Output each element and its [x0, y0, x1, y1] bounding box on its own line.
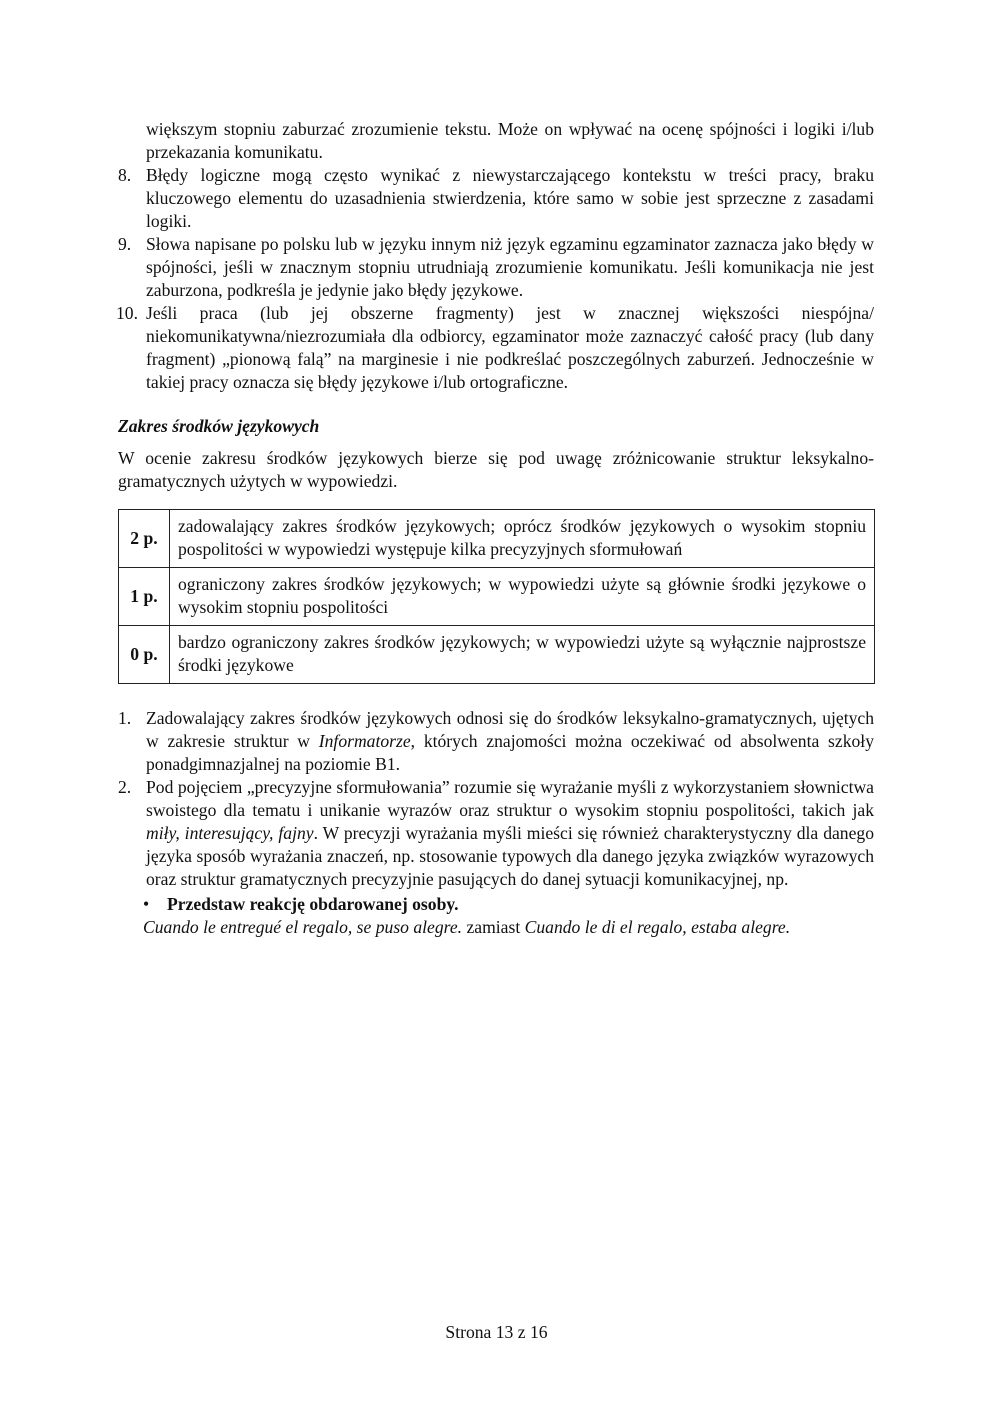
list-item: [118, 233, 874, 302]
table-row: [119, 510, 875, 568]
bullet-icon: •: [143, 894, 150, 914]
bullet-text: Przedstaw reakcję obdarowanej osoby.: [167, 894, 459, 914]
example-bad: Cuando le di el regalo, estaba alegre.: [524, 917, 791, 937]
list-item: [118, 707, 874, 776]
description-cell: bardzo ograniczony zakres środków językowych; w wypowiedzi użyte są wyłącznie najprostsze środki językowe: [170, 626, 875, 684]
list-text: Pod pojęciem „precyzyjne sformułowania” rozumie się wyrażanie myśli z wykorzystaniem słownictwa swoistego dla tematu i unikanie wyrazów oraz struktur o wysokim stopniu pospolitości, takich jak: [146, 777, 874, 820]
list-item: [118, 776, 874, 891]
italic-term: Informatorze: [318, 731, 411, 751]
list-number: 10.: [116, 303, 138, 323]
table-row: [119, 568, 875, 626]
description-cell: ograniczony zakres środków językowych; w wypowiedzi użyte są głównie środki językowe o wysokim stopniu pospolitości: [170, 568, 875, 626]
list-text: Błędy logiczne mogą często wynikać z niewystarczającego kontekstu w treści pracy, braku kluczowego elementu do uzasadnienia stwierdzenia, które samo w sobie jest sprzeczne z zasadami logiki.: [146, 165, 874, 231]
list-text: Zadowalający zakres środków językowych odnosi się do środków leksykalno-gramatycznych, ujętych w zakresie struktur w: [146, 708, 874, 751]
continuation-text: większym stopniu zaburzać zrozumienie tekstu. Może on wpływać na ocenę spójności i logiki i/lub przekazania komunikatu.: [146, 119, 874, 162]
example-good: Cuando le entregué el regalo, se puso alegre.: [143, 917, 463, 937]
example-sentence: [143, 916, 874, 939]
list-text: . W precyzji wyrażania myśli mieści się również charakterystyczny dla danego języka sposób wyrażania znaczeń, np. stosowanie typowych dla danego języka związków wyrazowych oraz struktur gramatycznych precyzyjnie pasujących do danej sytuacji komunikacyjnej, np.: [146, 823, 874, 889]
list-number: 9.: [118, 234, 132, 254]
italic-examples: miły, interesujący, fajny: [146, 823, 314, 843]
points-cell: 0 p.: [119, 626, 170, 684]
list-number: 2.: [118, 777, 132, 797]
page-footer: Strona 13 z 16: [445, 1322, 548, 1342]
section-intro: W ocenie zakresu środków językowych bierze się pod uwagę zróżnicowanie struktur leksykalno-gramatycznych użytych w wypowiedzi.: [118, 448, 874, 491]
description-cell: zadowalający zakres środków językowych; oprócz środków językowych o wysokim stopniu pospolitości w wypowiedzi występuje kilka precyzyjnych sformułowań: [170, 510, 875, 568]
list-text: Jeśli praca (lub jej obszerne fragmenty) jest w znacznej większości niespójna/ niekomunikatywna/niezrozumiała dla odbiorcy, egzaminator może zaznaczyć całość pracy (lub dany fragment) „pionową falą” na marginesie i nie podkreślać poszczególnych zaburzeń. Jednocześnie w takiej pracy oznacza się błędy językowe i/lub ortograficzne.: [146, 303, 874, 392]
list-item-continuation: [118, 118, 874, 164]
list-number: 1.: [118, 708, 132, 728]
bullet-task: [143, 893, 874, 916]
notes-list-bottom: [118, 707, 874, 891]
list-item: [118, 302, 874, 394]
page-content: [118, 118, 874, 939]
section-title: Zakres środków językowych: [118, 416, 320, 436]
scoring-table: [118, 509, 875, 684]
list-item: [118, 164, 874, 233]
list-text: , których znajomości można oczekiwać od absolwenta szkoły ponadgimnazjalnej na poziomie B1.: [146, 731, 874, 774]
list-number: 8.: [118, 165, 132, 185]
points-cell: 1 p.: [119, 568, 170, 626]
points-cell: 2 p.: [119, 510, 170, 568]
example-connector: zamiast: [462, 917, 525, 937]
notes-list-top: [118, 164, 874, 394]
list-text: Słowa napisane po polsku lub w języku innym niż język egzaminu egzaminator zaznacza jako błędy w spójności, jeśli w znacznym stopniu utrudniają zrozumienie komunikatu. Jeśli komunikacja nie jest zaburzona, podkreśla je jedynie jako błędy językowe.: [146, 234, 874, 300]
table-row: [119, 626, 875, 684]
